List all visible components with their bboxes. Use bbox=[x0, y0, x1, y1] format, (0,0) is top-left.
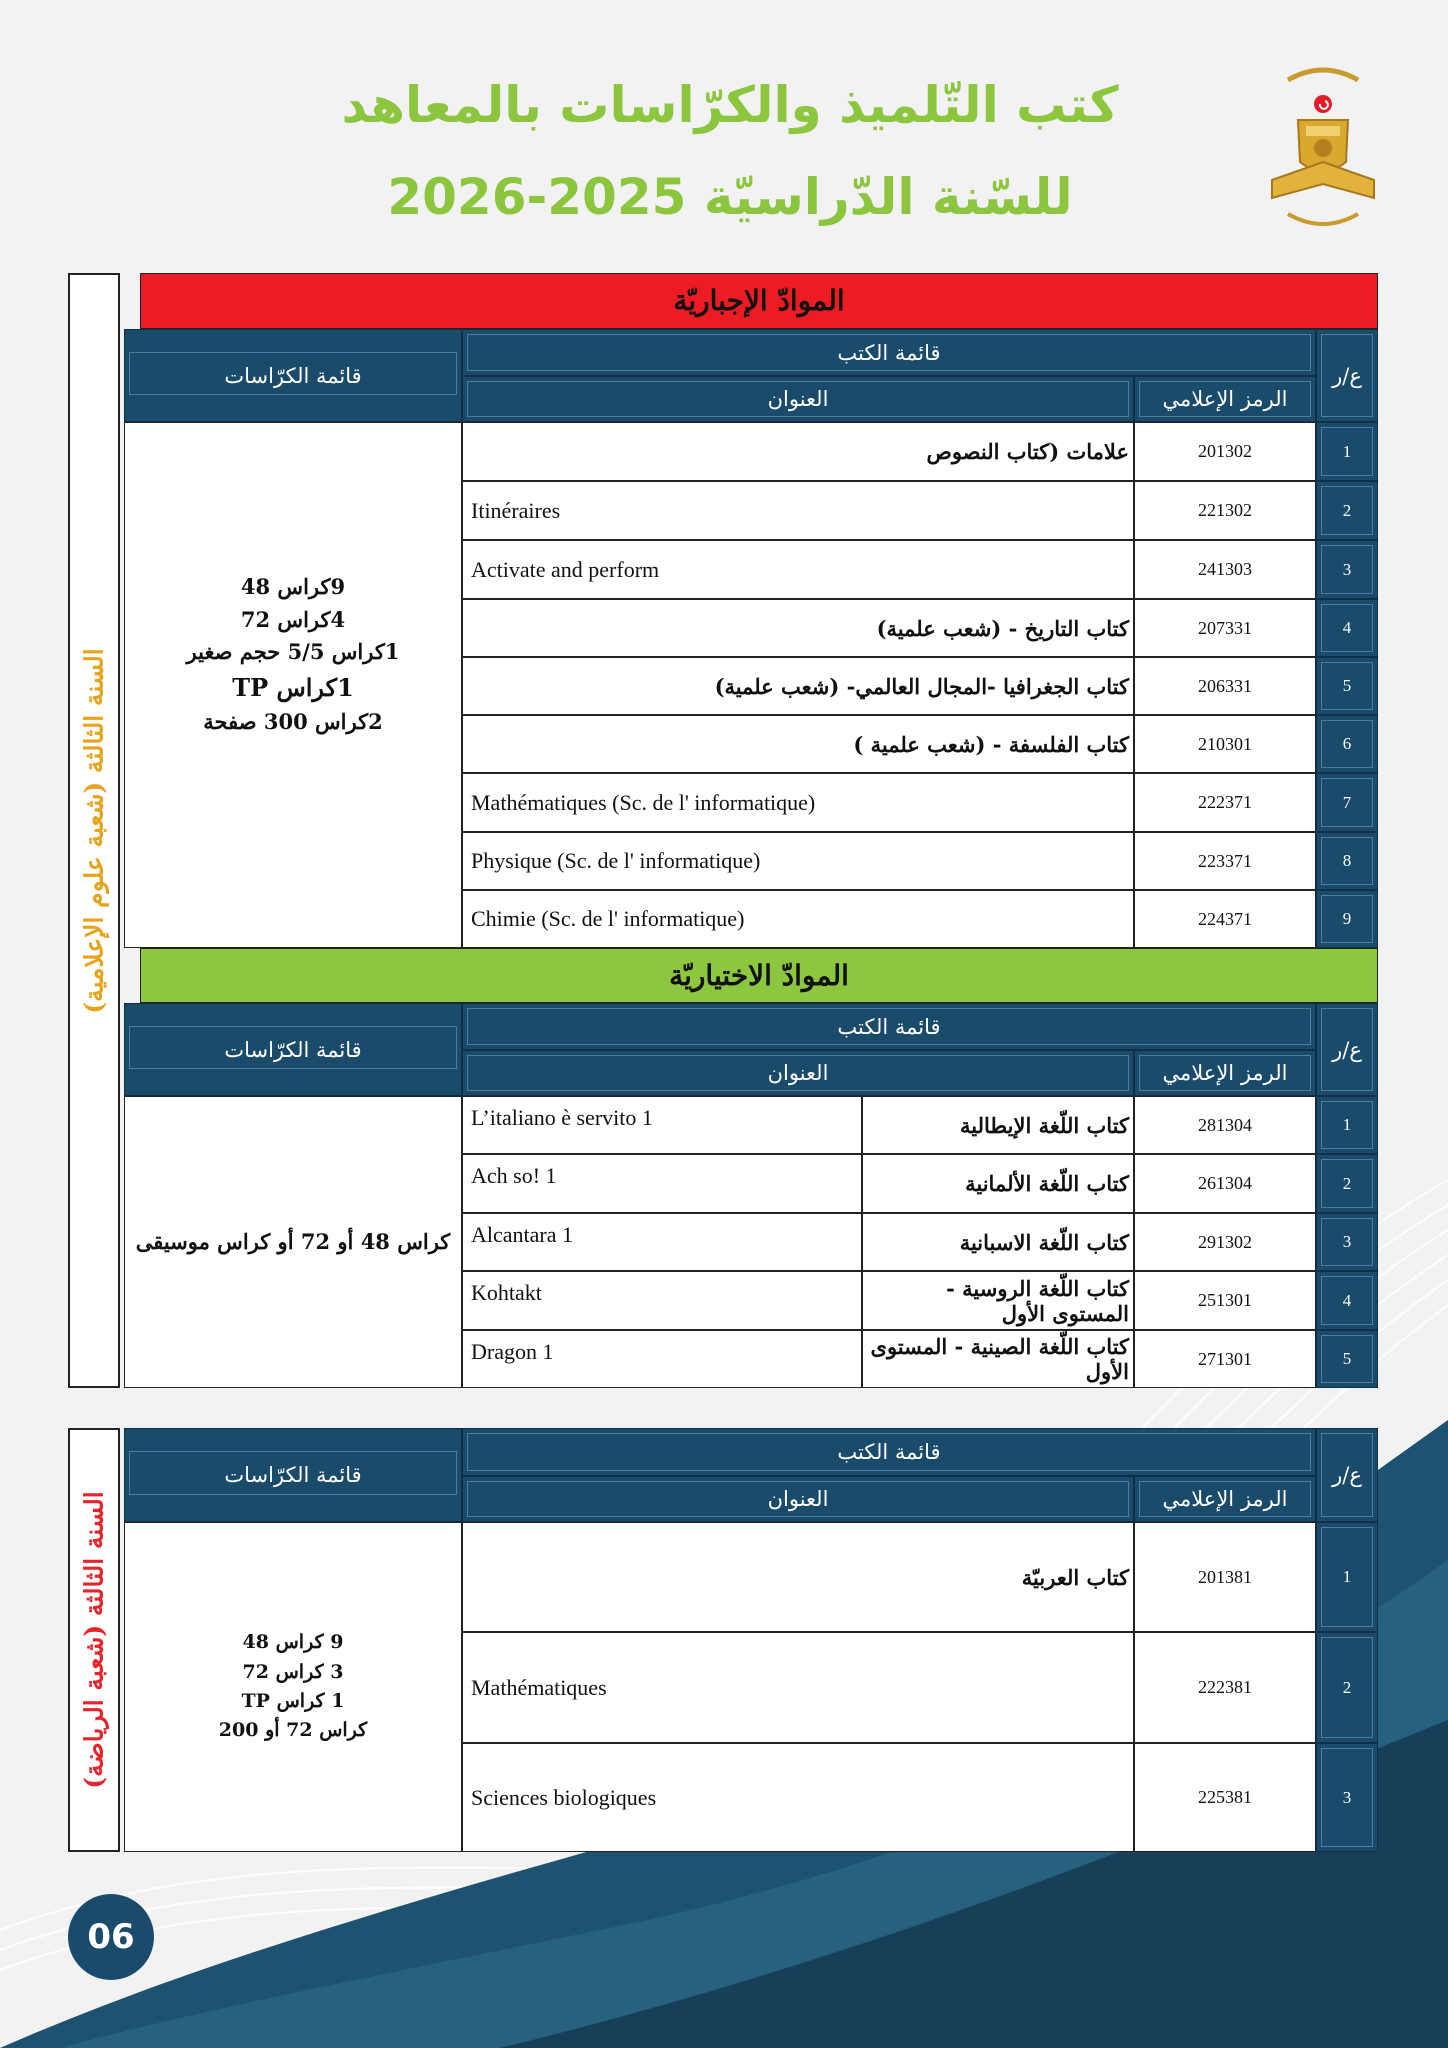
side-label-box bbox=[68, 273, 120, 1388]
ministry-emblem-icon bbox=[1268, 62, 1378, 232]
notebooks-list: 9 كراس 48 3 كراس 72 1 كراس TP كراس 72 أو 200 bbox=[124, 1522, 462, 1852]
header-code: الرمز الإعلامي bbox=[1134, 376, 1316, 422]
header-notebooks: قائمة الكرّاسات bbox=[124, 1428, 462, 1522]
header-num: ع/ر bbox=[1316, 329, 1378, 422]
header-num: ع/ر bbox=[1316, 1003, 1378, 1096]
notebooks-optional: كراس 48 أو 72 أو كراس موسيقى bbox=[124, 1096, 462, 1388]
header-title: العنوان bbox=[462, 1476, 1134, 1522]
optional-subjects-band: الموادّ الاختياريّة bbox=[140, 948, 1378, 1003]
header-books: قائمة الكتب bbox=[462, 1003, 1316, 1050]
page-title: كتب التّلميذ والكرّاسات بالمعاهد bbox=[341, 76, 1119, 134]
header-num: ع/ر bbox=[1316, 1428, 1378, 1522]
header-notebooks: قائمة الكرّاسات bbox=[124, 1003, 462, 1096]
header-books: قائمة الكتب bbox=[462, 1428, 1316, 1476]
side-label: السنة الثالثة (شعبة الرياضة) bbox=[79, 1491, 109, 1789]
table-computer-science: السنة الثالثة (شعبة علوم الإعلامية) الموادّ الإجباريّة ع/ر قائمة الكتب الرمز الإعلامي العنوان قائمة الكرّاسات 1 201302 علامات (كتاب النصوص 2 221302 Itinéraires 3 241303 Activate and perform 4 207331 كتاب التاريخ - (شعب علمية) 5 206331 كتاب الجغرافيا -المجال العالمي- (شعب علمية) 6 210301 كتاب الفلسفة - (شعب علمية ) 7 222371 Mathématiques (Sc. de l' informatique) 8 223371 Physique (Sc. de l' informatique) 9 224371 Chimie (Sc. de l' informatique) 9كراس 48 4كراس 72 1كراس 5/5 حجم صغير 1كراس TP 2كراس 300 صفحة الموادّ الاختياريّة ع/ر قائمة الكتب الرمز الإعلامي العنوان قائمة الكرّاسات 1 281304 كتاب اللّغة الإيطالية L’italiano è servito 1 2 261304 كتاب اللّغة الألمانية Ach so! 1 3 291302 كتاب اللّغة الاسبانية Alcantara 1 4 251301 كتاب اللّغة الروسية - المستوى الأول Kohtakt 5 271301 كتاب اللّغة الصينية - المستوى الأول Dragon 1 كراس 48 أو 72 أو كراس موسيقى bbox=[68, 273, 1378, 1388]
header-notebooks: قائمة الكرّاسات bbox=[124, 329, 462, 422]
mandatory-subjects-band: الموادّ الإجباريّة bbox=[140, 273, 1378, 329]
page-number: 06 bbox=[68, 1894, 154, 1980]
header-code: الرمز الإعلامي bbox=[1134, 1476, 1316, 1522]
page-subtitle: للسّنة الدّراسيّة 2025-2026 bbox=[387, 168, 1073, 226]
header-code: الرمز الإعلامي bbox=[1134, 1050, 1316, 1096]
header-books: قائمة الكتب bbox=[462, 329, 1316, 376]
table-sport: السنة الثالثة (شعبة الرياضة) ع/ر قائمة الكتب الرمز الإعلامي العنوان قائمة الكرّاسات 1 201381 كتاب العربيّة 2 222381 Mathématiques 3 225381 Sciences biologiques 9 كراس 48 3 كراس 72 1 كراس TP كراس 72 أو 200 bbox=[68, 1428, 1378, 1852]
header-title: العنوان bbox=[462, 376, 1134, 422]
header-title: العنوان bbox=[462, 1050, 1134, 1096]
notebooks-list: 9كراس 48 4كراس 72 1كراس 5/5 حجم صغير 1كراس TP 2كراس 300 صفحة bbox=[124, 422, 462, 948]
side-label: السنة الثالثة (شعبة علوم الإعلامية) bbox=[79, 647, 109, 1014]
side-label-box bbox=[68, 1428, 120, 1852]
